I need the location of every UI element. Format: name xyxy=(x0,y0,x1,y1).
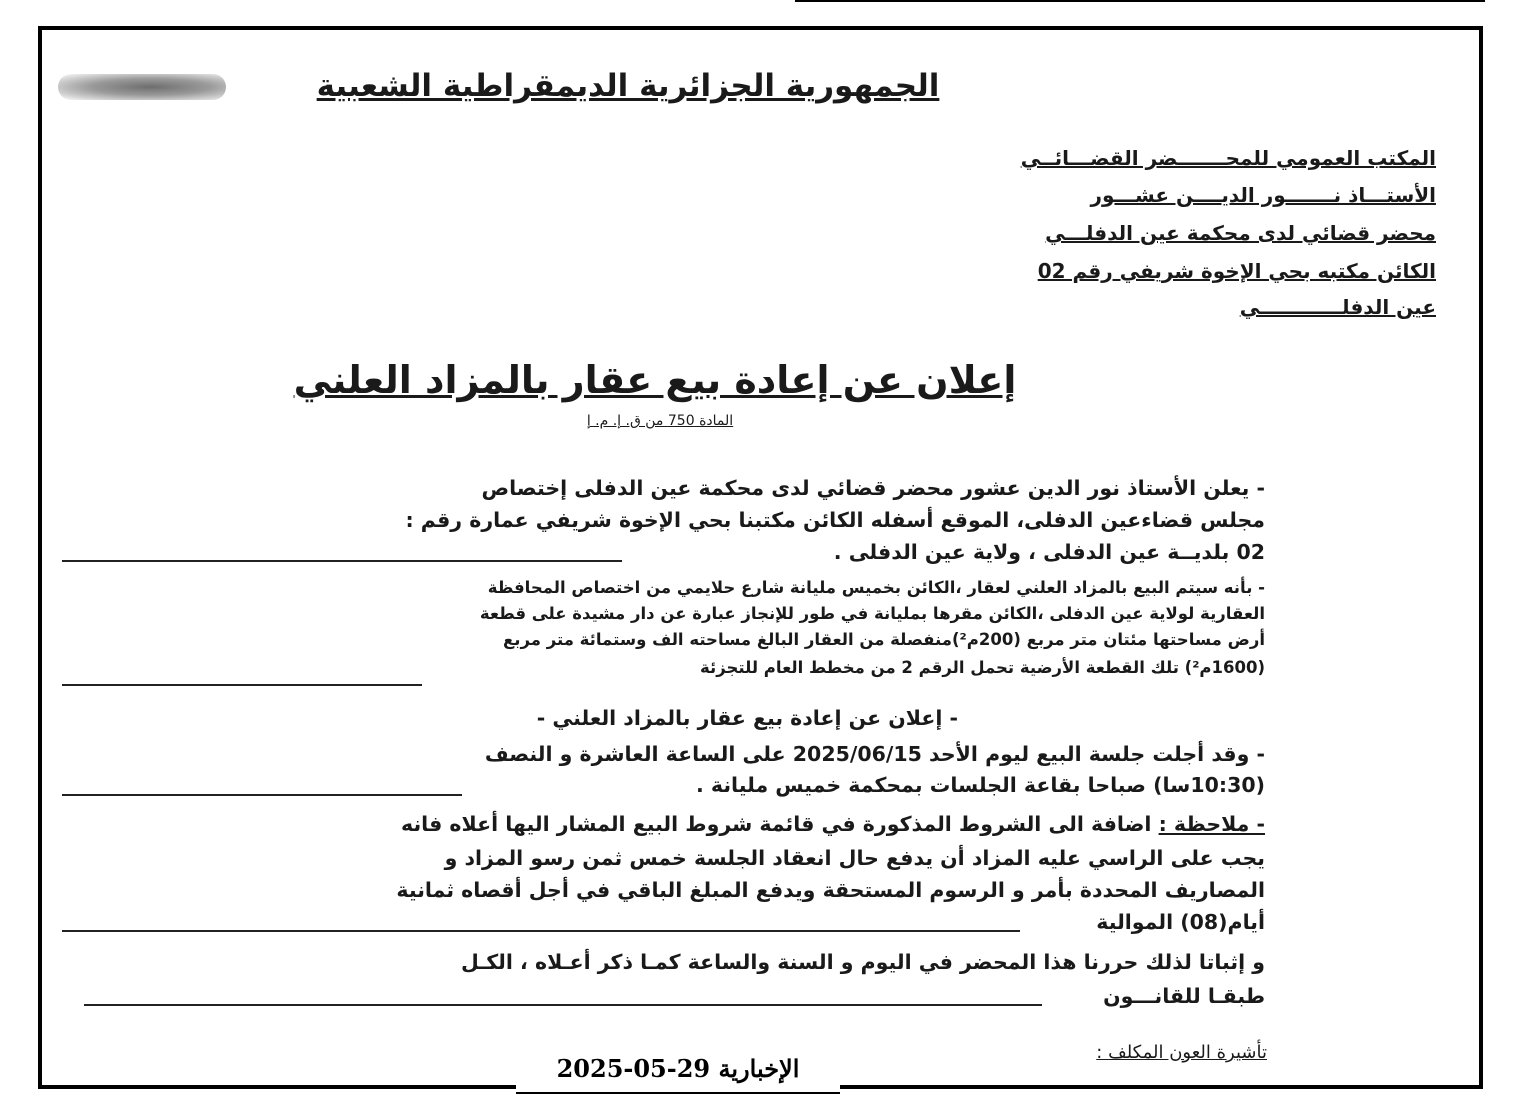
para2-line2: العقارية لولاية عين الدفلى ،الكائن مقرها بمليانة في طور للإنجاز عبارة عن دار مشيدة على قطعة xyxy=(479,604,1265,623)
republic-heading: الجمهورية الجزائرية الديمقراطية الشعبية xyxy=(316,68,940,104)
office-line-4: الكائن مكتبه بحي الإخوة شريفي رقم 02 xyxy=(1037,259,1436,283)
para2-line1: - بأنه سيتم البيع بالمزاد العلني لعقار ،الكائن بخميس مليانة شارع حلايمي من اختصاص المحافظة xyxy=(487,578,1265,597)
office-line-1: المكتب العمومي للمحـــــــضر القضـــائــي xyxy=(1020,146,1436,170)
footer-source-date: الإخبارية 29-05-2025 xyxy=(556,1054,800,1083)
para4-line3: المصاريف المحددة بأمر و الرسوم المستحقة ويدفع المبلغ الباقي في أجل أقصاه ثمانية xyxy=(396,878,1265,902)
footer-rule xyxy=(516,1092,840,1094)
office-line-5: عين الدفلــــــــــــي xyxy=(1239,295,1436,319)
note-label: - ملاحظة : xyxy=(1158,812,1265,836)
fill-line xyxy=(84,1004,1042,1006)
fill-line xyxy=(62,684,422,686)
para3-line1: - وقد أجلت جلسة البيع ليوم الأحد 2025/06/15 على الساعة العاشرة و النصف xyxy=(484,742,1265,766)
article-reference: المادة 750 من ق. إ. م. إ xyxy=(586,413,734,429)
para1-line3: 02 بلديــة عين الدفلى ، ولاية عين الدفلى . xyxy=(833,540,1265,564)
note-text: اضافة الى الشروط المذكورة في قائمة شروط البيع المشار اليها أعلاه فانه xyxy=(401,812,1152,836)
para1-line1: - يعلن الأستاذ نور الدين عشور محضر قضائي لدى محكمة عين الدفلى إختصاص xyxy=(481,476,1265,500)
para5-line2: طبقـا للقانـــون xyxy=(1103,984,1265,1008)
para4-line4: أيام(08) الموالية xyxy=(1096,910,1265,934)
notice-title: إعلان عن إعادة بيع عقار بالمزاد العلني xyxy=(293,358,1017,402)
announcement-repeat: - إعلان عن إعادة بيع عقار بالمزاد العلني - xyxy=(536,706,958,730)
para1-line2: مجلس قضاءعين الدفلى، الموقع أسفله الكائن مكتبنا بحي الإخوة شريفي عمارة رقم : xyxy=(405,508,1265,532)
office-line-3: محضر قضائي لدى محكمة عين الدفلـــي xyxy=(1045,221,1436,245)
office-line-2: الأستـــاذ نـــــــور الديــــن عشـــور xyxy=(1090,183,1436,207)
para4-line2: يجب على الراسي عليه المزاد أن يدفع حال انعقاد الجلسة خمس ثمن رسو المزاد و xyxy=(444,846,1265,870)
para3-line2: (10:30سا) صباحا بقاعة الجلسات بمحكمة خميس مليانة . xyxy=(695,773,1265,797)
para5-line1: و إثباتا لذلك حررنا هذا المحضر في اليوم و السنة والساعة كمـا ذكر أعـلاه ، الكـل xyxy=(460,950,1265,974)
para4-line1 xyxy=(401,812,1265,836)
para2-line3: أرض مساحتها مئتان متر مربع (200م²)منفصلة من العقار البالغ مساحته الف وستمائة متر مربع xyxy=(503,630,1265,649)
fill-line xyxy=(62,794,462,796)
agent-signature-label: تأشيرة العون المكلف : xyxy=(1096,1042,1267,1063)
para2-line4: (1600م²) تلك القطعة الأرضية تحمل الرقم 2 من مخطط العام للتجزئة xyxy=(700,658,1265,677)
fill-line xyxy=(62,930,1020,932)
official-stamp-icon xyxy=(58,74,226,100)
top-rule xyxy=(795,0,1485,2)
fill-line xyxy=(62,560,622,562)
